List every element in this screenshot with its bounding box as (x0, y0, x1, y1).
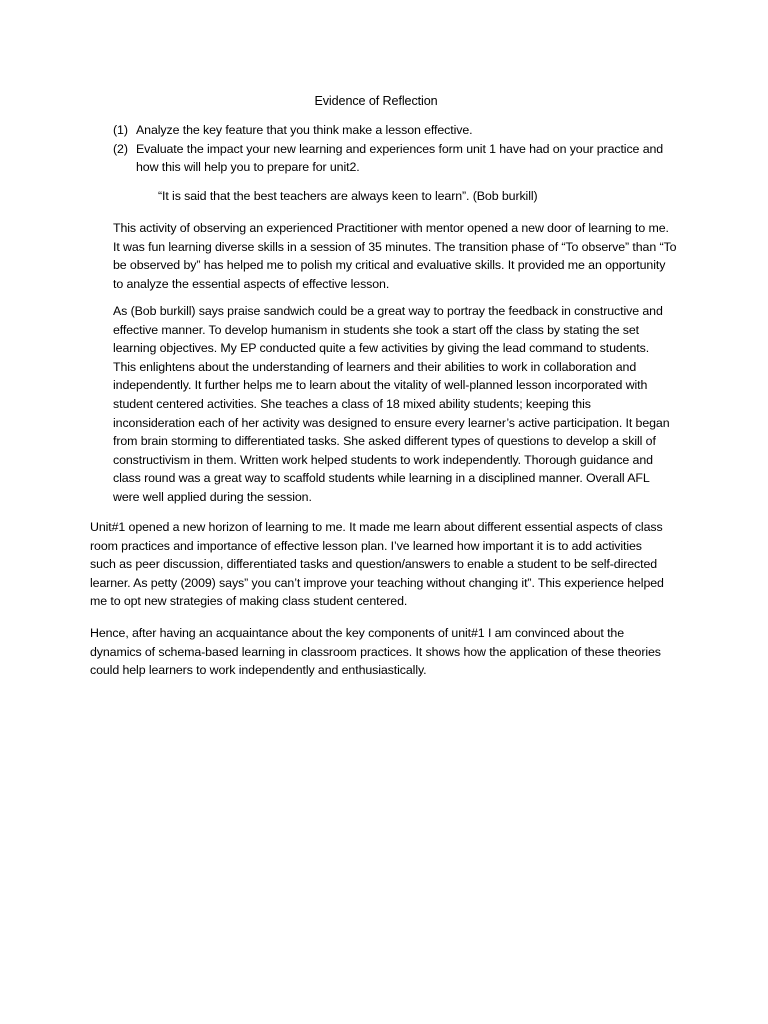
paragraph-feedback: As (Bob burkill) says praise sandwich could be a great way to portray the feedback in constructive and effective manner. To develop humanism in students she took a start off the class by stating the set learning objectives. My EP conducted quite a few activities by giving the lead command to students. This enlightens about the understanding of learners and their abilities to work in collaboration and independently. It further helps me to learn about the vitality of well-planned lesson incorporated with student centered activities. She teaches a class of 18 mixed ability students; keeping this inconsideration each of her activity was designed to ensure every learner’s active participation. It began from brain storming to differentiated tasks. She asked different types of questions to develop a skill of constructivism in them. Written work helped students to work independently. Thorough guidance and class round was a great way to scaffold students while learning in a disciplined manner. Overall AFL were well applied during the session. (113, 304, 670, 504)
question-item (113, 140, 673, 177)
epigraph-quote: “It is said that the best teachers are always keen to learn”. (Bob burkill) (158, 189, 538, 203)
question-text: Evaluate the impact your new learning and experiences form unit 1 have had on your practice and how this will help you to prepare for unit2. (136, 141, 664, 174)
paragraph-unit-impact: Unit#1 opened a new horizon of learning to me. It made me learn about different essential aspects of class room practices and importance of effective lesson plan. I’ve learned how important it is to add activities such as peer discussion, differentiated tasks and question/answers to enable a student to be self-directed learner. As petty (2009) says” you can’t improve your teaching without changing it”. This experience helped me to opt new strategies of making class student centered. (90, 520, 664, 609)
document-title: Evidence of Reflection (314, 94, 438, 108)
paragraph-observation: This activity of observing an experienced Practitioner with mentor opened a new door of learning to me. It was fun learning diverse skills in a session of 35 minutes. The transition phase of “To observe” than “To be observed by” has helped me to polish my critical and evaluative skills. It provided me an opportunity to analyze the essential aspects of effective lesson. (113, 221, 677, 291)
question-item (113, 121, 673, 140)
question-number: (2) (113, 141, 128, 156)
question-list (113, 121, 673, 177)
question-text: Analyze the key feature that you think make a lesson effective. (136, 123, 473, 137)
question-number: (1) (113, 123, 128, 137)
paragraph-conclusion: Hence, after having an acquaintance about the key components of unit#1 I am convinced about the dynamics of schema-based learning in classroom practices. It shows how the application of these theories could help learners to work independently and enthusiastically. (90, 626, 661, 678)
